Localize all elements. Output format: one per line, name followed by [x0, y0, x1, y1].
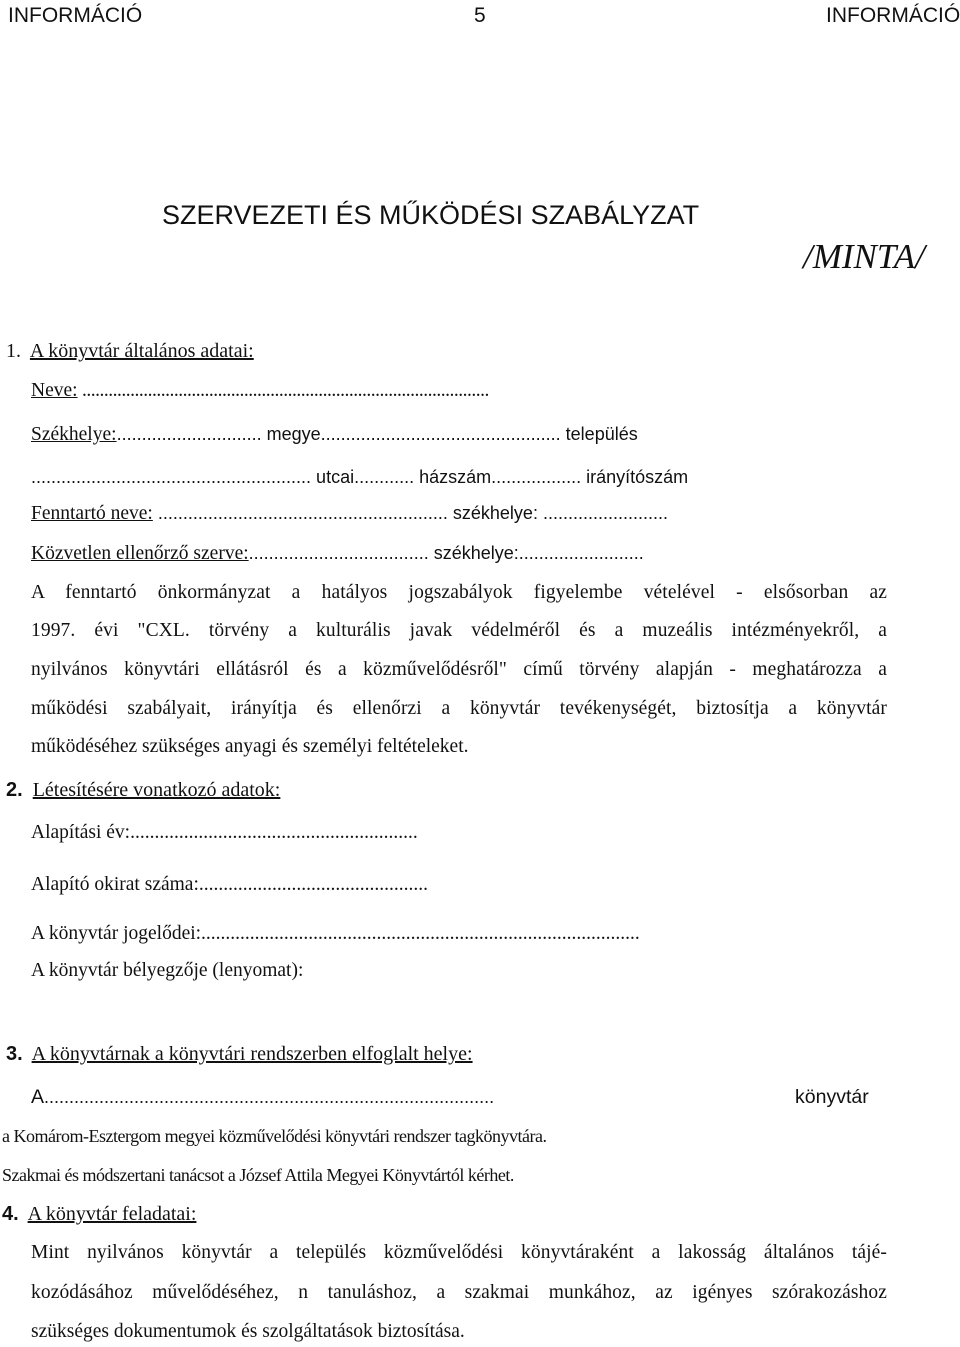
- seat-line: ............................. megye................................................ település: [116, 424, 638, 444]
- seat-label: Székhelye:: [31, 424, 117, 445]
- section2-heading: [6, 779, 280, 802]
- name-dots: .............................................................................................: [77, 380, 489, 401]
- section3-line1-start: A: [31, 1086, 45, 1108]
- section3-line-3: Szakmai és módszertani tanácsot a József Attila Megyei Könyvtártól kérhet.: [2, 1165, 514, 1185]
- stamp-label: A könyvtár bélyegzője (lenyomat):: [31, 960, 304, 981]
- page-number: 5: [474, 4, 486, 27]
- header-right-label: INFORMÁCIÓ: [826, 4, 960, 27]
- maintainer-row: [31, 503, 668, 525]
- maintainer-label: Fenntartó neve:: [31, 503, 153, 524]
- section4-para-line-1: Mint nyilvános könyvtár a település közművelődési könyvtáraként a lakosság általános tájé-: [31, 1242, 887, 1263]
- section4-number: 4.: [2, 1203, 19, 1225]
- section3-line1-end: könyvtár: [795, 1086, 869, 1108]
- section4-para-last: szükséges dokumentumok és szolgáltatások biztosítása.: [31, 1321, 465, 1342]
- section3-line-1: [31, 1086, 494, 1109]
- founding-year: Alapítási év:...........................................................: [31, 822, 418, 843]
- section1-para-last: működéséhez szükséges anyagi és személyi feltételeket.: [31, 736, 469, 757]
- section2-number: 2.: [6, 779, 23, 801]
- section3-title: A könyvtárnak a könyvtári rendszerben elfoglalt helye:: [31, 1043, 473, 1065]
- section4-title: A könyvtár feladatai:: [27, 1203, 197, 1225]
- section1-para-line-1: A fenntartó önkormányzat a hatályos jogszabályok figyelembe vételével - elsősorban az: [31, 582, 887, 603]
- supervisor-rest: .................................... székhelye:.........................: [248, 543, 644, 563]
- section4-para-line-2: kozódásához művelődéséhez, n tanuláshoz, a szakmai munkához, az igényes szórakozáshoz: [31, 1282, 887, 1303]
- section1-number: 1.: [6, 340, 21, 362]
- charter-number: Alapító okirat száma:...............................................: [31, 874, 428, 895]
- section3-heading: [6, 1043, 473, 1066]
- page-title: SZERVEZETI ÉS MŰKÖDÉSI SZABÁLYZAT: [162, 200, 700, 230]
- name-row: [31, 380, 489, 402]
- maintainer-rest: .......................................................... székhelye: .........................: [152, 503, 668, 523]
- template-mark: /MINTA/: [803, 237, 925, 276]
- supervisor-label: Közvetlen ellenőrző szerve:: [31, 543, 249, 564]
- section1-para-line-2: 1997. évi "CXL. törvény a kulturális javak védelméről és a muzeális intézményekről, a: [31, 620, 887, 641]
- section1-title: A könyvtár általános adatai:: [29, 340, 254, 362]
- address-line: ........................................................ utcai............ házszám.................. irányítószám: [31, 467, 689, 487]
- section2-title: Létesítésére vonatkozó adatok:: [32, 779, 281, 801]
- section1-para-line-4: működési szabályait, irányítja és ellenőrzi a könyvtár tevékenységét, biztosítja a könyvtár: [31, 698, 887, 719]
- section3-line1-dots: ..........................................................................................: [44, 1087, 495, 1107]
- section3-line-2: a Komárom-Esztergom megyei közművelődési könyvtári rendszer tagkönyvtára.: [2, 1126, 547, 1146]
- name-label: Neve:: [31, 380, 78, 401]
- predecessors: A könyvtár jogelődei:..........................................................................................: [31, 923, 640, 944]
- section4-heading: [2, 1203, 196, 1226]
- header-left-label: INFORMÁCIÓ: [8, 4, 143, 27]
- supervisor-row: [31, 543, 644, 565]
- section1-heading: [6, 340, 254, 363]
- section1-para-line-3: nyilvános könyvtári ellátásról és a közművelődésről" című törvény alapján - meghatározza a: [31, 659, 887, 680]
- section3-number: 3.: [6, 1043, 23, 1065]
- seat-row: [31, 424, 638, 446]
